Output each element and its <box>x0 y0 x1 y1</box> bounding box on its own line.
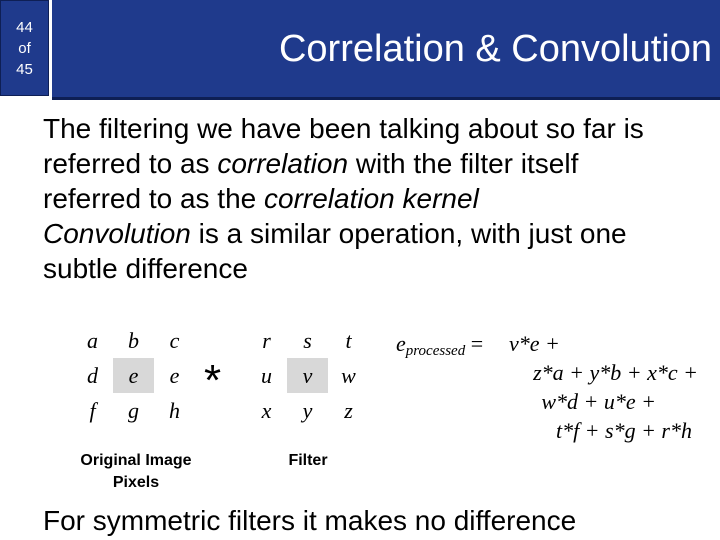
formula-e: e <box>396 331 406 356</box>
paragraph-convolution <box>43 216 683 286</box>
filter-cell: y <box>302 397 313 423</box>
image-row <box>72 323 195 358</box>
filter-cell: z <box>344 397 353 423</box>
formula-line-4: t*f + s*g + r*h <box>555 418 692 443</box>
image-cell: c <box>169 327 180 353</box>
filter-cell: u <box>261 362 272 388</box>
formula-subscript: processed <box>405 343 466 359</box>
image-cell: b <box>128 327 139 353</box>
filter-matrix <box>246 323 369 428</box>
para2-text-b: is a similar operation, with just one subtle difference <box>43 218 627 284</box>
slide-title: Correlation & Convolution <box>278 28 712 70</box>
image-cell: d <box>87 362 98 388</box>
filter-row <box>246 323 369 358</box>
para1-text-a: The filtering we have been talking about so far is referred to as <box>43 113 644 179</box>
formula-line-3: w*d + u*e + <box>541 389 656 414</box>
slide-number-of: of <box>18 39 31 57</box>
filter-matrix-caption: Filter <box>288 452 328 469</box>
image-cell: h <box>169 397 180 423</box>
filter-cell: t <box>345 327 352 353</box>
slide-number-box <box>0 0 49 96</box>
para1-text-b: with the filter itself referred to as the <box>43 148 579 214</box>
formula-line-1: v*e + <box>509 331 560 356</box>
slide-number-total: 45 <box>16 60 33 78</box>
paragraph-correlation <box>43 111 683 216</box>
slide-number-current: 44 <box>16 18 33 36</box>
image-matrix-caption: Original Image Pixels <box>80 452 192 491</box>
filter-cell: r <box>262 327 271 353</box>
title-bar <box>52 0 720 100</box>
image-cell: g <box>128 397 139 423</box>
image-cell-center: e <box>113 358 154 393</box>
filter-cell: s <box>303 327 312 353</box>
image-row <box>72 358 195 393</box>
filter-row <box>246 393 369 428</box>
image-cell: a <box>87 327 98 353</box>
convolution-operator: * <box>204 356 222 405</box>
term-correlation: correlation <box>217 148 349 179</box>
image-row <box>72 393 195 428</box>
formula-equals: = <box>470 331 484 356</box>
filter-cell: w <box>341 362 356 388</box>
filter-cell-center: v <box>287 358 328 393</box>
filter-row <box>246 358 369 393</box>
term-convolution: Convolution <box>43 218 191 249</box>
footer-statement: For symmetric filters it makes no difference <box>43 505 577 536</box>
formula-line-2: z*a + y*b + x*c + <box>533 360 698 385</box>
image-pixel-matrix <box>72 323 195 428</box>
image-cell: e <box>169 362 180 388</box>
body-text <box>43 111 683 286</box>
term-correlation-kernel: correlation kernel <box>264 183 479 214</box>
formula-lhs <box>396 331 483 360</box>
image-cell: f <box>89 397 96 423</box>
filter-cell: x <box>261 397 272 423</box>
